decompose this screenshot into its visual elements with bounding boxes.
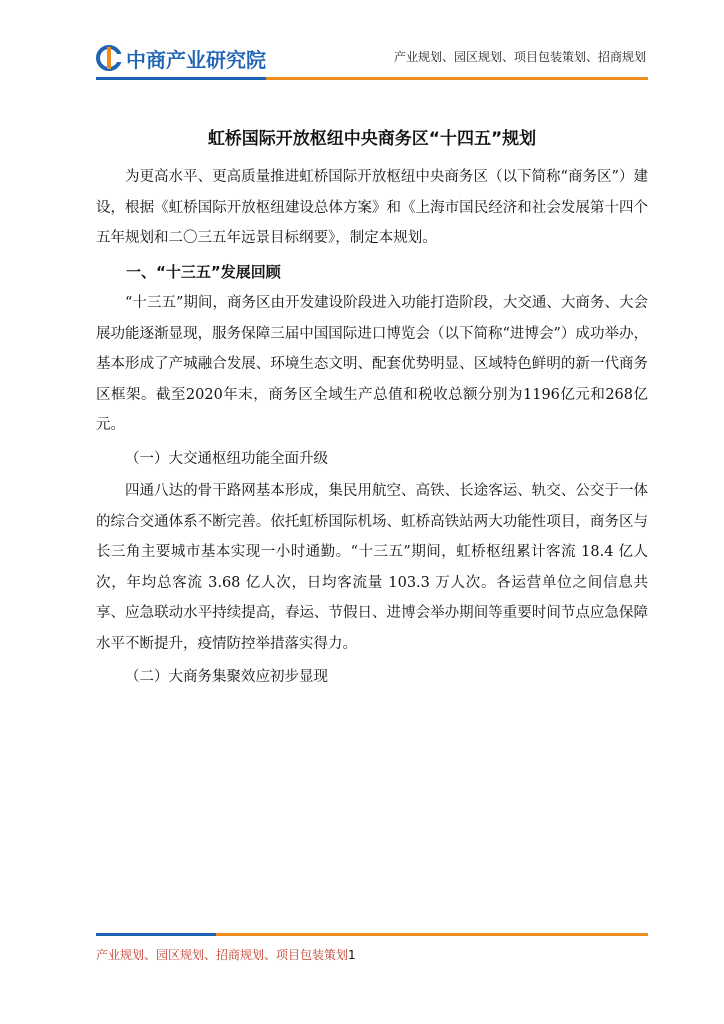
document-body [96,162,648,695]
header-tagline: 产业规划、园区规划、项目包装策划、招商规划 [393,50,646,64]
footer-divider [96,933,648,936]
header-divider [96,77,648,80]
header-divider-blue [96,77,266,80]
subsection-heading: （二）大商务集聚效应初步显现 [125,669,328,685]
section-paragraph: “十三五”期间，商务区由开发建设阶段进入功能打造阶段，大交通、大商务、大会展功能逐渐显现，服务保障三届中国国际进口博览会（以下简称“进博会”）成功举办，基本形成了产城融合发展、环境生态文明、配套优势明显、区域特色鲜明的新一代商务区框架。截至2020年末，商务区全域生产总值和税收总额分别为1196亿元和268亿元。 [96,295,648,433]
intro-paragraph: 为更高水平、更高质量推进虹桥国际开放枢纽中央商务区（以下简称“商务区”）建设，根据《虹桥国际开放枢纽建设总体方案》和《上海市国民经济和社会发展第十四个五年规划和二〇三五年远景目标纲要》，制定本规划。 [96,169,648,246]
logo-text: 中商产业研究院 [126,47,266,72]
footer-divider-orange [216,933,648,936]
footer-divider-blue [96,933,216,936]
page-footer [96,946,356,963]
subsection-paragraph: 四通八达的骨干路网基本形成，集民用航空、高铁、长途客运、轨交、公交于一体的综合交通体系不断完善。依托虹桥国际机场、虹桥高铁站两大功能性项目，商务区与长三角主要城市基本实现一小时通勤。“十三五”期间，虹桥枢纽累计客流 18.4 亿人次，年均总客流 3.68 亿人次，日均客流量 103.3 万人次。各运营单位之间信息共享、应急联动水平持续提高，春运、节假日、进博会举办期间等重要时间节点应急保障水平不断提升，疫情防控举措落实得力。 [96,483,648,652]
document-title: 虹桥国际开放枢纽中央商务区“十四五”规划 [207,129,537,149]
subsection-heading: （一）大交通枢纽功能全面升级 [125,450,328,467]
page-number: 1 [348,948,356,962]
footer-tagline: 产业规划、园区规划、招商规划、项目包装策划 [96,948,349,962]
page-header [0,0,724,80]
header-divider-orange [266,77,648,80]
logo [96,44,266,72]
section-heading: 一、“十三五”发展回顾 [126,262,281,281]
logo-icon [96,45,122,71]
